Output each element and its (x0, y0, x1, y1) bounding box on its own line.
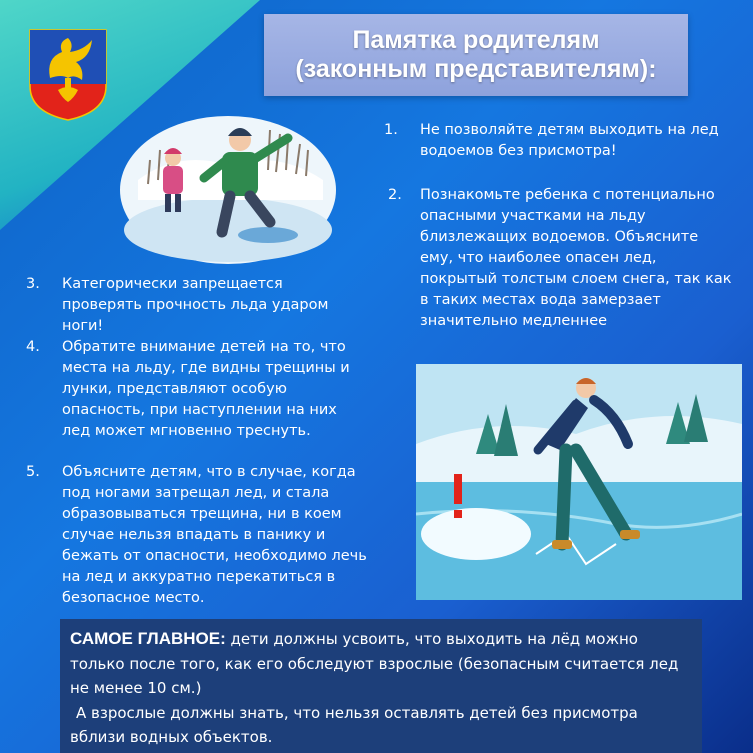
children-on-ice-illustration (118, 110, 338, 265)
main-note-text-2: А взрослые должны знать, что нельзя оставлять детей без присмотра вблизи водных объектов. (70, 703, 638, 746)
item-number: 5. (26, 464, 40, 480)
item-number: 2. (388, 187, 402, 203)
title-banner (264, 14, 688, 96)
item-number: 3. (26, 276, 40, 292)
list-item (26, 462, 371, 609)
item-text: Не позволяйте детям выходить на лед водоемов без присмотра! (420, 122, 719, 159)
main-note-box (60, 619, 702, 753)
main-note-text: дети должны усвоить, что выходить на лёд можно только после того, как его обследуют взрослые (безопасным считается лед не менее 10 см.) (70, 630, 679, 697)
item-text: Категорически запрещается проверять прочность льда ударом ноги! (62, 276, 329, 334)
title-line-2: (законным представителям): (295, 55, 657, 83)
item-text: Обратите внимание детей на то, что места на льду, где видны трещины и лунки, представляют особую опасность, при наступлении на них лед может мгновенно треснуть. (62, 339, 350, 439)
item-text: Познакомьте ребенка с потенциально опасными участками на льду близлежащих водоемов. Объясните ему, что наиболее опасен лед, покрытый толстым слоем снега, так как в таких местах вода замерзает значительно медленнее (420, 187, 732, 329)
list-item (384, 120, 729, 162)
list-item (388, 185, 732, 332)
man-on-ice-illustration (416, 364, 742, 600)
list-item (26, 274, 366, 337)
item-number: 1. (384, 122, 398, 138)
list-item (26, 337, 366, 442)
item-text: Объясните детям, что в случае, когда под ногами затрещал лед, и стала образовываться трещина, ни в коем случае нельзя впадать в панику и бежать от опасности, необходимо лечь на лед и аккуратно перекатиться в безопасное место. (62, 464, 367, 606)
coat-of-arms-icon (28, 28, 108, 122)
main-note-label: САМОЕ ГЛАВНОЕ: (70, 629, 226, 648)
item-number: 4. (26, 339, 40, 355)
title-line-1: Памятка родителям (352, 26, 600, 54)
